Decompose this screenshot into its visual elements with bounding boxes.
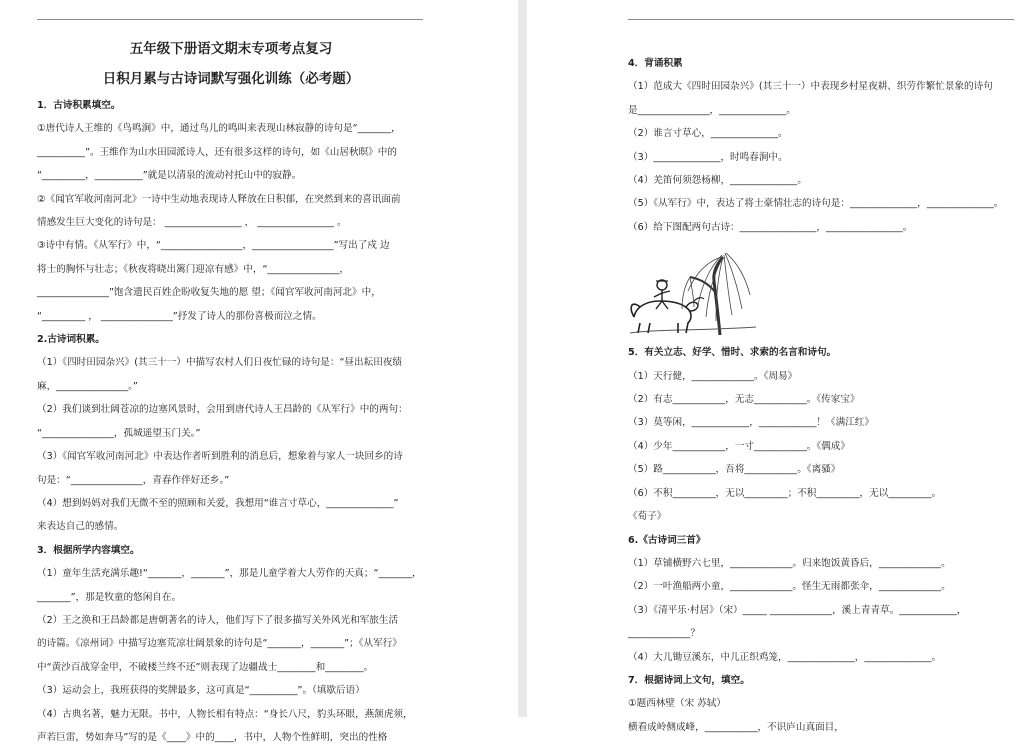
text-line: 横看成岭侧成峰，___________，不识庐山真面目， — [628, 721, 844, 733]
text-line: 1．古诗积累填空。 — [37, 100, 121, 111]
right-page-lines-bottom — [628, 341, 1016, 739]
text-line: （5）《从军行》中，表达了将士豪情壮志的诗句是：______________，______________。 — [628, 198, 1004, 210]
text-line: （3）______________，时鸣春涧中。 — [628, 151, 788, 163]
text-line: （1）范成大《四时田园杂兴》(其三十一）中表现乡村星夜耕、织劳作繁忙景象的诗句 — [628, 81, 993, 93]
text-line: ①唐代诗人王维的《鸟鸣涧》中，通过鸟儿的鸣叫来表现山林寂静的诗句是“_______， — [37, 123, 401, 135]
text-line: ①题西林壁（宋 苏轼） — [628, 698, 726, 710]
text-line: （2）一叶渔船两小童，_____________。怪生无雨都张伞，_____________。 — [628, 581, 951, 593]
text-line: （3）《清平乐·村居》（宋）_____ _____________，溪上青青草。____________， — [628, 604, 967, 616]
text-line: ②《闻官军收河南河北》一诗中生动地表现诗人释放在日积郁，在突然到来的喜讯面前 — [37, 193, 401, 205]
document-title: 五年级下册语文期末专项考点复习 — [129, 41, 333, 57]
text-line: 6.《古诗词三首》 — [628, 534, 706, 546]
left-page-lines — [37, 94, 425, 749]
text-line: （4）羌笛何须怨杨柳，______________。 — [628, 175, 807, 187]
text-line: （1）《四时田园杂兴》(其三十一）中描写农村人们日夜忙碌的诗句是：“昼出耘田夜绩 — [37, 357, 402, 369]
text-line: 中“黄沙百战穿金甲，不破楼兰终不还”则表现了边疆战士________和________。 — [37, 661, 374, 673]
text-line: 来表达自己的感情。 — [37, 521, 124, 533]
text-line: （2）王之涣和王昌龄都是唐朝著名的诗人，他们写下了很多描写关外风光和军旅生活 — [37, 614, 399, 626]
text-line: “_________，__________”就是以清泉的流动衬托山中的寂静。 — [37, 170, 302, 182]
text-line: 是_______________，______________。 — [628, 104, 796, 116]
text-line: 7．根据诗词上文句，填空。 — [628, 674, 750, 686]
text-line: 5．有关立志、好学、惜时、求索的名言和诗句。 — [628, 347, 837, 359]
text-line: 句是：“_______________，青春作伴好还乡。” — [37, 474, 230, 486]
header-rule — [37, 19, 423, 20]
text-line: ③诗中有情。《从军行》中，“_________________，_________________”写出了戍 边 — [37, 240, 390, 252]
willow-tree-and-buffalo-rider-icon — [628, 243, 758, 339]
header-rule — [628, 19, 1014, 20]
text-line: 3．根据所学内容填空。 — [37, 544, 140, 556]
text-line: 麻，_______________。” — [37, 380, 138, 392]
text-line: __________”。王维作为山水田园派诗人，还有很多这样的诗句，如《山居秋暝》中的 — [37, 146, 397, 158]
right-page — [527, 0, 1028, 733]
right-page-lines-top — [628, 52, 1016, 239]
text-line: “_______________，孤城遥望玉门关。” — [37, 427, 201, 439]
text-line: （4）想到妈妈对我们无微不至的照顾和关爱，我想用“谁言寸草心，______________” — [37, 497, 399, 509]
text-line: 4．背诵积累 — [628, 58, 683, 69]
text-line: （4）少年___________，一寸___________。《偶成》 — [628, 440, 850, 452]
text-line: （1）天行健，_____________。《周易》 — [628, 370, 798, 382]
document-subtitle: 日积月累与古诗词默写强化训练（必考题） — [102, 71, 360, 87]
text-line: 2.古诗词积累。 — [37, 334, 105, 346]
text-line: （6）不积_________，无以_________；不积_________，无以_________。 — [628, 487, 942, 499]
text-line: （3）运动会上，我班获得的奖牌最多，这可真是“__________”。（填歇后语） — [37, 685, 365, 697]
text-line: （1）草铺横野六七里，_____________。归来饱饭黄昏后，_____________。 — [628, 557, 951, 569]
text-line: 情感发生巨大变化的诗句是： ________________ ， ________________ 。 — [37, 217, 347, 229]
text-line: （6）给下图配两句古诗：________________，________________。 — [628, 221, 913, 233]
illustration — [628, 243, 1016, 339]
text-line: _______________”饱含遗民百姓企盼收复失地的愿 望；《闻官军收河南河北》中， — [37, 287, 381, 299]
text-line: 将士的胸怀与壮志；《秋夜将晓出篱门迎凉有感》中，“_______________， — [37, 263, 349, 275]
text-line: “_________ ， _______________”抒发了诗人的那份喜极而泣之情。 — [37, 310, 322, 322]
text-line: （4）古典名著，魅力无限。书中，人物长相有特点：“身长八尺，豹头环眼，燕颔虎须， — [37, 708, 413, 720]
text-line: 《荀子》 — [628, 511, 667, 523]
text-line: （4）大儿锄豆溪东，中儿正织鸡笼，______________，______________。 — [628, 651, 942, 663]
text-line: （2）我们谈到壮阔苍凉的边塞风景时，会用到唐代诗人王昌龄的《从军行》中的两句： — [37, 404, 408, 416]
text-line: 声若巨雷，势如奔马”写的是《____》中的____，书中，人物个性鲜明，突出的性格 — [37, 731, 388, 743]
text-line: （2）有志___________，无志___________。《传家宝》 — [628, 394, 860, 406]
text-line: （5）路___________，吾将___________。《离骚》 — [628, 464, 841, 476]
text-line: _____________？ — [628, 628, 700, 640]
text-line: （1）童年生活充满乐趣!“_______，_______”，那是儿童学着大人劳作的天真；“_______， — [37, 568, 422, 580]
text-line: （2）谁言寸草心，______________。 — [628, 128, 788, 140]
right-page-content — [628, 52, 1016, 739]
left-page-content — [37, 34, 425, 749]
text-line: 的诗篇。《凉州词》中描写边塞荒凉壮阔景象的诗句是“_______，_______”；《从军行》 — [37, 638, 402, 650]
text-line: （3）《闻官军收河南河北》中表达作者听到胜利的消息后，想象着与家人一块回乡的诗 — [37, 451, 403, 463]
text-line: _______”，那是牧童的悠闲自在。 — [37, 591, 182, 603]
text-line: （3）莫等闲，____________，____________！《满江红》 — [628, 417, 874, 429]
left-page — [0, 0, 518, 743]
